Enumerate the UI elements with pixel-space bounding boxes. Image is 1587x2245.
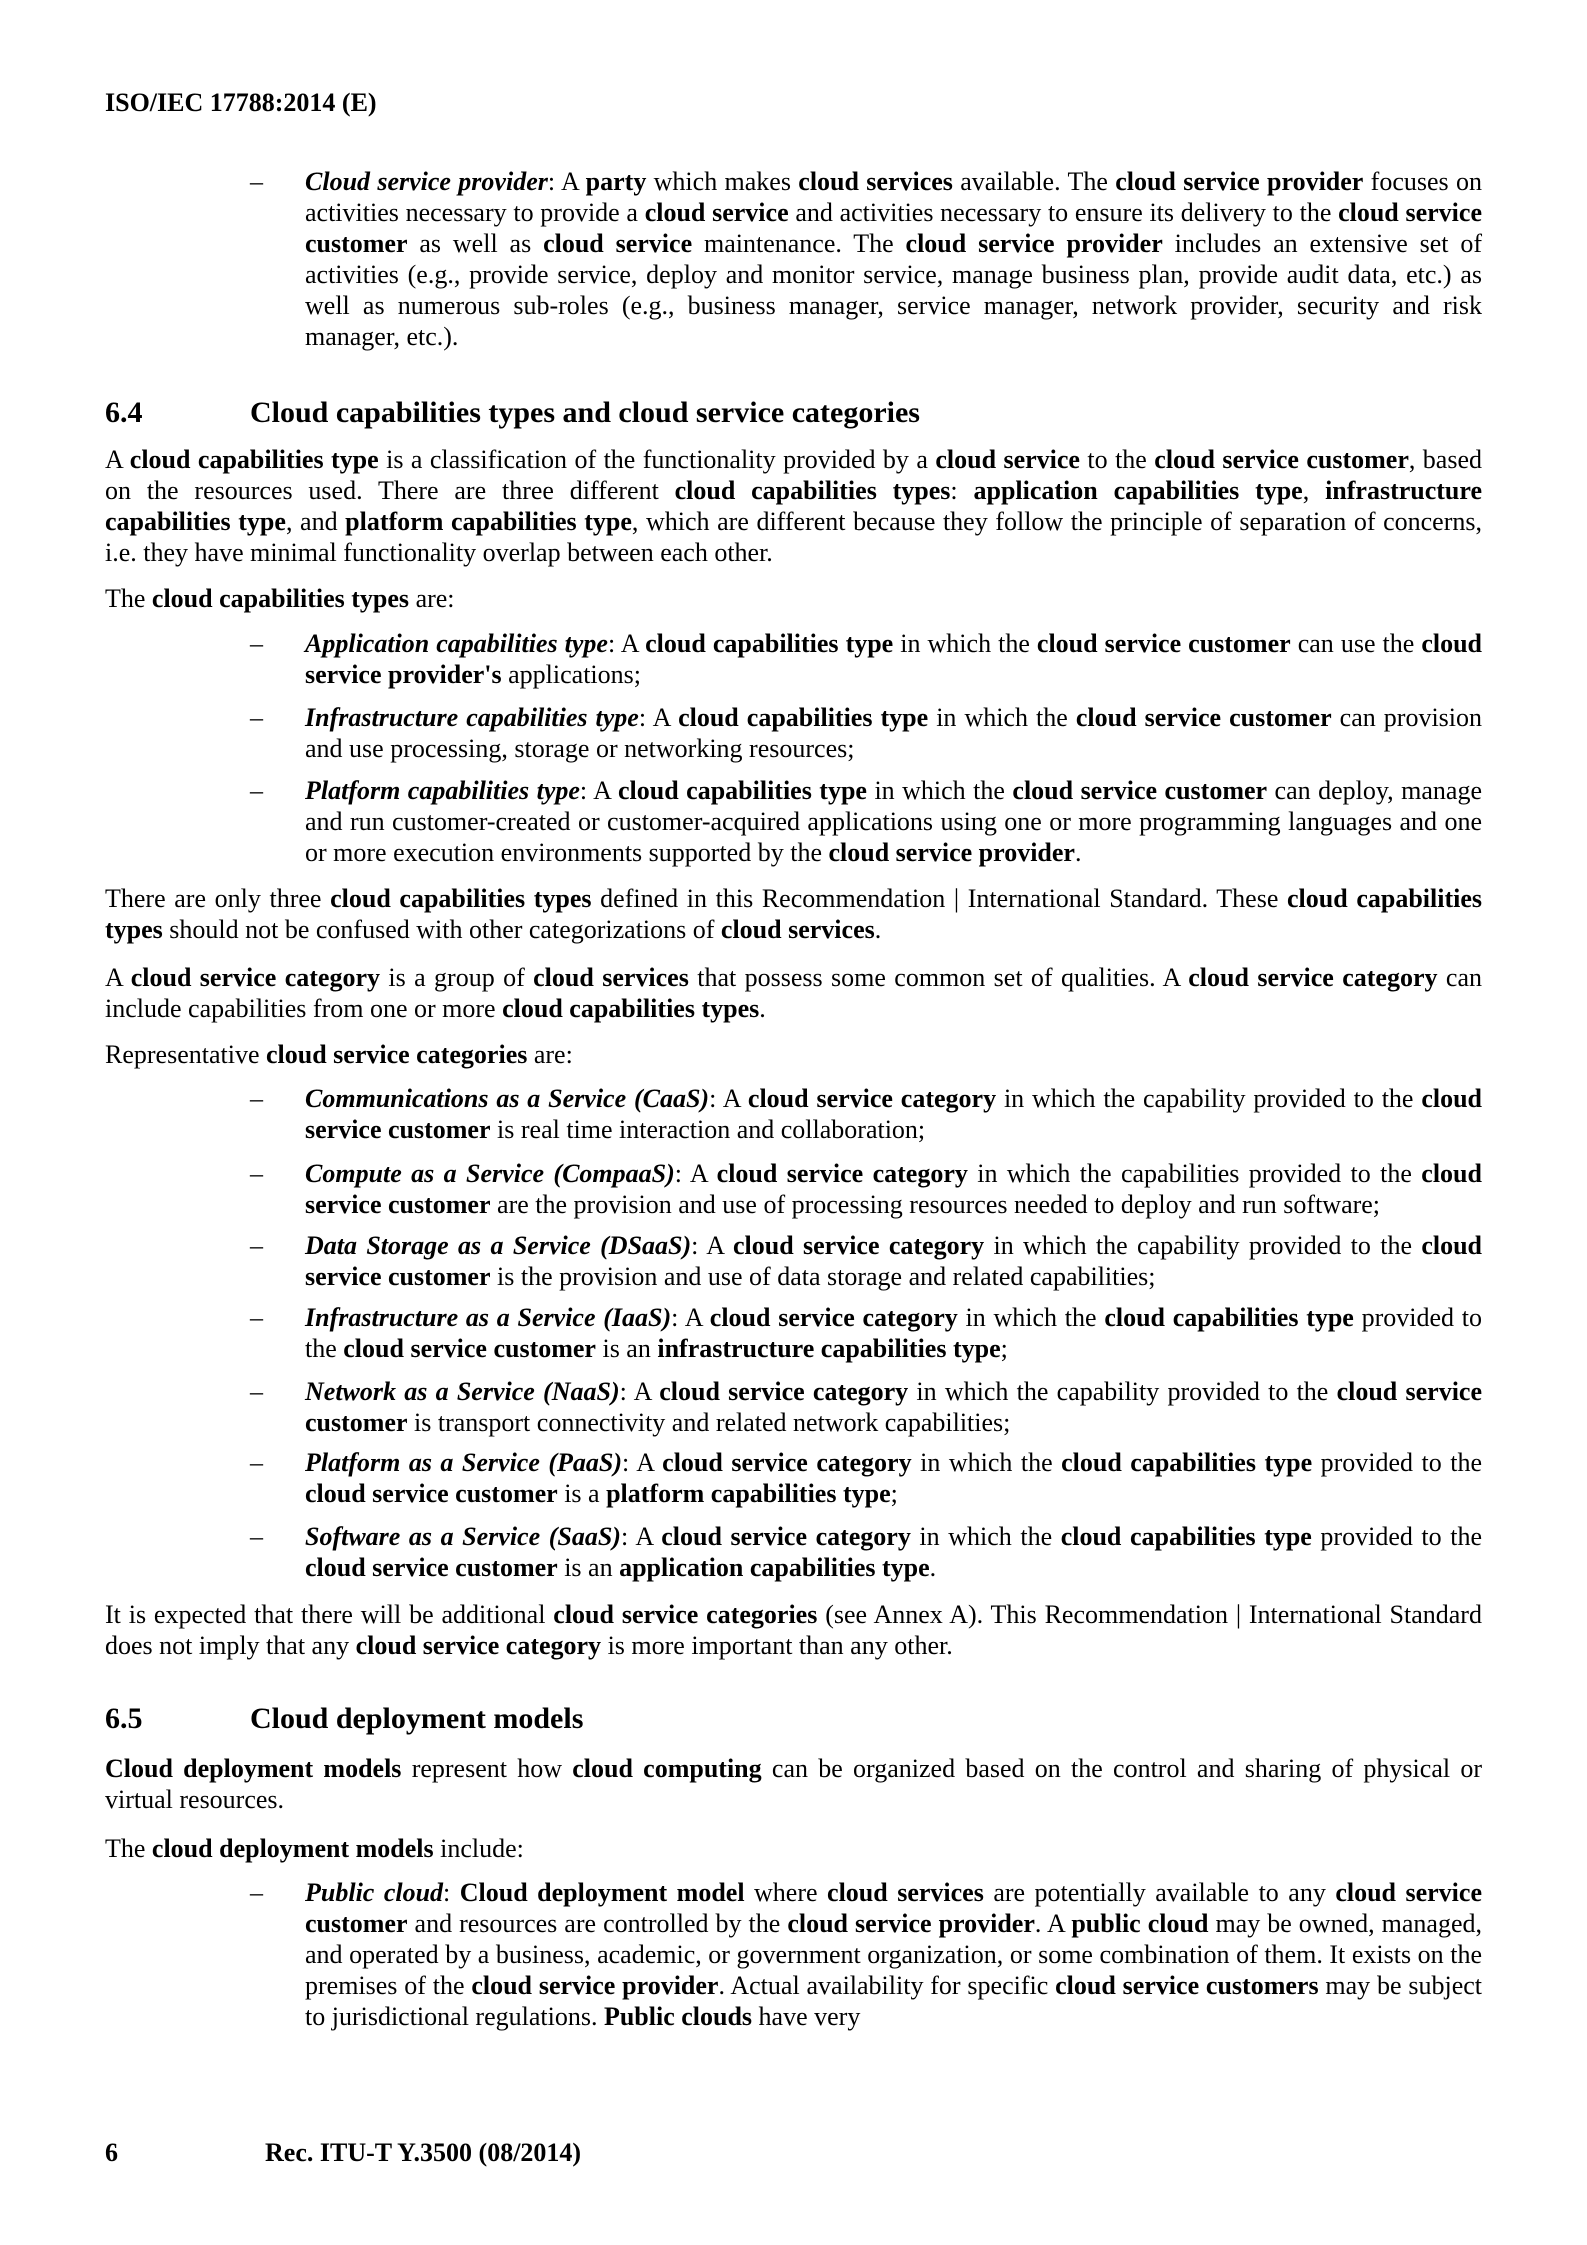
paragraph-representative-lead: Representative cloud service categories are:	[105, 1040, 573, 1069]
paragraph-expected-additional: It is expected that there will be additional cloud service categories (see Annex A). This Recommendation | International Standard does not imply that any cloud service category is more important than any other.	[105, 1600, 1482, 1660]
section-number: 6.4	[105, 396, 143, 429]
list-item-text: Platform as a Service (PaaS): A cloud service category in which the cloud capabilities type provided to the cloud service customer is a platform capabilities type;	[305, 1448, 1482, 1508]
list-item-text: Compute as a Service (CompaaS): A cloud service category in which the capabilities provided to the cloud service customer are the provision and use of processing resources needed to deploy and run software;	[305, 1159, 1482, 1219]
list-item-application-capabilities-type	[250, 628, 1482, 690]
section-number: 6.5	[105, 1702, 143, 1735]
list-item-saas	[250, 1521, 1482, 1583]
list-item-text: Network as a Service (NaaS): A cloud service category in which the capability provided to the cloud service customer is transport connectivity and related network capabilities;	[305, 1377, 1483, 1437]
list-item-text: Application capabilities type: A cloud capabilities type in which the cloud service customer can use the cloud service provider's applications;	[305, 629, 1483, 689]
list-item-text: Infrastructure capabilities type: A cloud capabilities type in which the cloud service customer can provision and use processing, storage or networking resources;	[305, 703, 1483, 763]
bullet-marker: –	[250, 1522, 263, 1551]
bullet-marker: –	[250, 1084, 263, 1113]
list-item-text: Infrastructure as a Service (IaaS): A cloud service category in which the cloud capabilities type provided to the cloud service customer is an infrastructure capabilities type;	[305, 1303, 1483, 1363]
paragraph-service-category-definition: A cloud service category is a group of cloud services that possess some common set of qualities. A cloud service category can include capabilities from one or more cloud capabilities types.	[105, 963, 1482, 1023]
bullet-marker: –	[250, 703, 263, 732]
list-item-text: Software as a Service (SaaS): A cloud service category in which the cloud capabilities type provided to the cloud service customer is an application capabilities type.	[305, 1522, 1482, 1582]
bullet-marker: –	[250, 1159, 263, 1188]
bullet-marker: –	[250, 1878, 263, 1907]
page-header: ISO/IEC 17788:2014 (E)	[105, 88, 377, 117]
section-title: Cloud capabilities types and cloud service categories	[250, 396, 920, 429]
bullet-marker: –	[250, 1231, 263, 1260]
document-content	[105, 88, 1482, 2032]
section-heading-6-4	[105, 396, 1482, 430]
list-item-naas	[250, 1376, 1482, 1438]
list-item-iaas	[250, 1302, 1482, 1364]
bullet-marker: –	[250, 776, 263, 805]
section-heading-6-5	[105, 1702, 1482, 1736]
list-item-cloud-service-provider	[250, 166, 1482, 352]
paragraph-capabilities-types-lead: The cloud capabilities types are:	[105, 584, 455, 613]
page-number: 6	[105, 2138, 118, 2167]
list-item-infrastructure-capabilities-type	[250, 702, 1482, 764]
bullet-marker: –	[250, 1448, 263, 1477]
list-item-text: Cloud service provider: A party which makes cloud services available. The cloud service provider focuses on activities necessary to provide a cloud service and activities necessary to ensure its delivery to the cloud service customer as well as cloud service maintenance. The cloud service provider includes an extensive set of activities (e.g., provide service, deploy and monitor service, manage business plan, provide audit data, etc.) as well as numerous sub-roles (e.g., business manager, service manager, network provider, security and risk manager, etc.).	[305, 167, 1482, 351]
list-item-paas	[250, 1447, 1482, 1509]
list-item-caas	[250, 1083, 1482, 1145]
list-item-text: Public cloud: Cloud deployment model where cloud services are potentially available to any cloud service customer and resources are controlled by the cloud service provider. A public cloud may be owned, managed, and operated by a business, academic, or government organization, or some combination of them. It exists on the premises of the cloud service provider. Actual availability for specific cloud service customers may be subject to jurisdictional regulations. Public clouds have very	[305, 1878, 1483, 2031]
page-footer	[105, 2138, 581, 2168]
paragraph-deployment-intro: Cloud deployment models represent how cloud computing can be organized based on the control and sharing of physical or virtual resources.	[105, 1754, 1482, 1814]
paragraph-deployment-lead: The cloud deployment models include:	[105, 1834, 524, 1863]
section-title: Cloud deployment models	[250, 1702, 584, 1735]
document-reference: Rec. ITU-T Y.3500 (08/2014)	[265, 2138, 582, 2167]
paragraph-only-three-types: There are only three cloud capabilities types defined in this Recommendation | International Standard. These cloud capabilities types should not be confused with other categorizations of cloud services.	[105, 884, 1483, 944]
bullet-marker: –	[250, 1303, 263, 1332]
bullet-marker: –	[250, 629, 263, 658]
list-item-dsaas	[250, 1230, 1482, 1292]
bullet-marker: –	[250, 167, 263, 196]
paragraph-capabilities-type-intro: A cloud capabilities type is a classification of the functionality provided by a cloud service to the cloud service customer, based on the resources used. There are three different cloud capabilities types: application capabilities type, infrastructure capabilities type, and platform capabilities type, which are different because they follow the principle of separation of concerns, i.e. they have minimal functionality overlap between each other.	[105, 445, 1483, 567]
list-item-compaas	[250, 1158, 1482, 1220]
list-item-text: Data Storage as a Service (DSaaS): A cloud service category in which the capability provided to the cloud service customer is the provision and use of data storage and related capabilities;	[305, 1231, 1483, 1291]
list-item-text: Communications as a Service (CaaS): A cloud service category in which the capability provided to the cloud service customer is real time interaction and collaboration;	[305, 1084, 1483, 1144]
bullet-marker: –	[250, 1377, 263, 1406]
list-item-platform-capabilities-type	[250, 775, 1482, 868]
list-item-public-cloud	[250, 1877, 1482, 2032]
list-item-text: Platform capabilities type: A cloud capabilities type in which the cloud service customer can deploy, manage and run customer-created or customer-acquired applications using one or more programming languages and one or more execution environments supported by the cloud service provider.	[305, 776, 1482, 867]
